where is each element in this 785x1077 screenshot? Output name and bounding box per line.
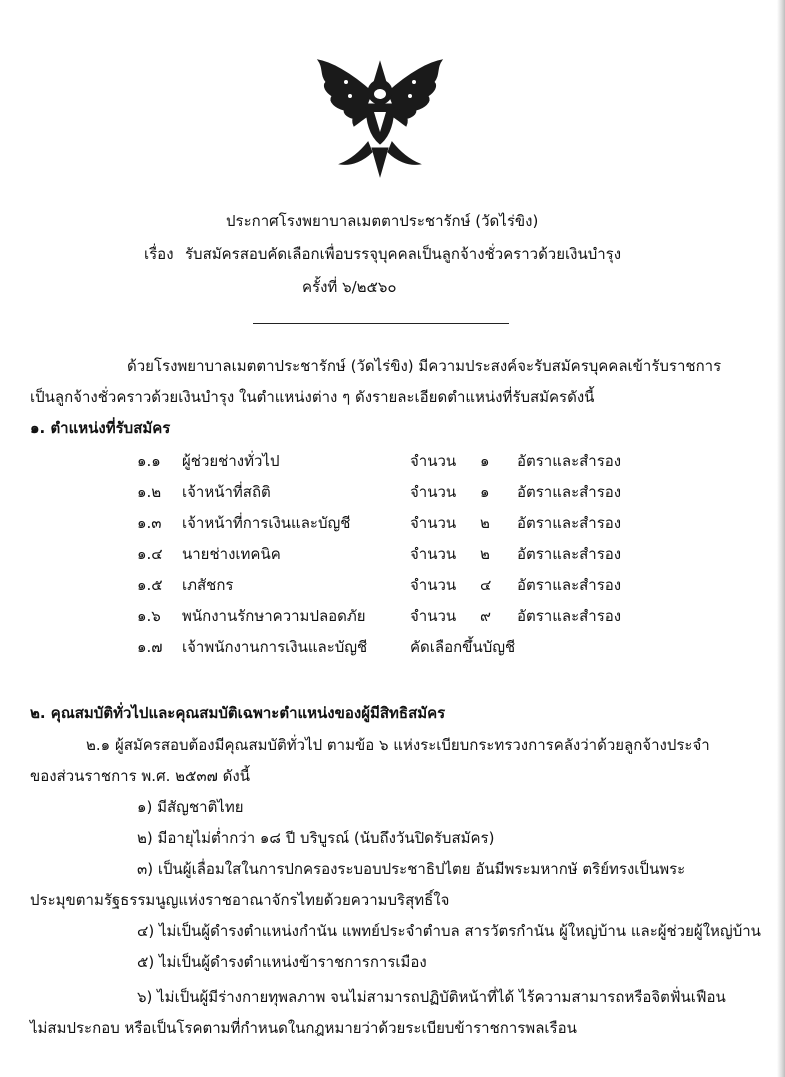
announcement-number: ครั้งที่ ๖/๒๕๖๐ — [302, 278, 397, 296]
intro-line-2: เป็นลูกจ้างชั่วคราวด้วยเงินบำรุง ในตำแหน่งต่าง ๆ ดังรายละเอียดตำแหน่งที่รับสมัครดังนี้ — [30, 388, 595, 406]
qualification-item: ๔) ไม่เป็นผู้ดำรงตำแหน่งกำนัน แพทย์ประจำตำบล สารวัตรกำนัน ผู้ใหญ่บ้าน และผู้ช่วยผู้ใหญ่บ้าน — [137, 922, 761, 940]
qualification-item: ๑) มีสัญชาติไทย — [137, 798, 244, 816]
subject-prefix: เรื่อง — [144, 245, 174, 263]
qualification-intro-line-1: ๒.๑ ผู้สมัครสอบต้องมีคุณสมบัติทั่วไป ตามข้อ ๖ แห่งระเบียบกระทรวงการคลังว่าด้วยลูกจ้างประจำ — [86, 736, 710, 754]
position-count-label: จำนวน — [410, 576, 457, 594]
position-unit: อัตราและสำรอง — [517, 452, 622, 470]
subject-text: รับสมัครสอบคัดเลือกเพื่อบรรจุบุคคลเป็นลูกจ้างชั่วคราวด้วยเงินบำรุง — [185, 245, 622, 263]
section-1-heading: ๑. ตำแหน่งที่รับสมัคร — [30, 419, 171, 437]
position-count-label: จำนวน — [410, 483, 457, 501]
page-edge-shadow — [777, 0, 785, 1077]
position-number: ๑.๕ — [137, 576, 163, 594]
garuda-emblem-icon — [310, 52, 450, 182]
position-title: ผู้ช่วยช่างทั่วไป — [182, 452, 280, 470]
qualification-intro-line-2: ของส่วนราชการ พ.ศ. ๒๕๓๗ ดังนี้ — [30, 767, 250, 785]
position-number: ๑.๖ — [137, 607, 161, 625]
position-count-label: จำนวน — [410, 514, 457, 532]
position-unit: อัตราและสำรอง — [517, 576, 622, 594]
position-count-label: คัดเลือกขึ้นบัญชี — [410, 638, 516, 656]
position-title: นายช่างเทคนิค — [182, 545, 281, 563]
position-title: เจ้าหน้าที่การเงินและบัญชี — [182, 514, 351, 532]
position-unit: อัตราและสำรอง — [517, 607, 622, 625]
position-count: ๑ — [480, 483, 490, 501]
position-count: ๔ — [480, 576, 492, 594]
announcement-title: ประกาศโรงพยาบาลเมตตาประชารักษ์ (วัดไร่ขิง) — [226, 212, 539, 230]
qualification-item: ๖) ไม่เป็นผู้มีร่างกายทุพลภาพ จนไม่สามารถปฏิบัติหน้าที่ได้ ไร้ความสามารถหรือจิตฟั่นเฟือน — [137, 988, 726, 1006]
position-number: ๑.๒ — [137, 483, 162, 501]
position-title: เจ้าพนักงานการเงินและบัญชี — [182, 638, 368, 656]
position-unit: อัตราและสำรอง — [517, 514, 622, 532]
position-unit: อัตราและสำรอง — [517, 545, 622, 563]
qualification-item-continuation: ประมุขตามรัฐธรรมนูญแห่งราชอาณาจักรไทยด้วยความบริสุทธิ์ใจ — [30, 891, 450, 909]
position-number: ๑.๗ — [137, 638, 163, 656]
position-unit: อัตราและสำรอง — [517, 483, 622, 501]
position-number: ๑.๑ — [137, 452, 161, 470]
position-title: เภสัชกร — [182, 576, 234, 594]
position-count: ๒ — [480, 514, 490, 532]
header-divider — [253, 323, 509, 324]
position-title: พนักงานรักษาความปลอดภัย — [182, 607, 366, 625]
position-count: ๒ — [480, 545, 490, 563]
position-count-label: จำนวน — [410, 452, 457, 470]
position-count-label: จำนวน — [410, 545, 457, 563]
position-count-label: จำนวน — [410, 607, 457, 625]
position-count: ๙ — [480, 607, 491, 625]
position-count: ๑ — [480, 452, 490, 470]
position-title: เจ้าหน้าที่สถิติ — [182, 483, 271, 501]
qualification-item: ๒) มีอายุไม่ต่ำกว่า ๑๘ ปี บริบูรณ์ (นับถึงวันปิดรับสมัคร) — [137, 829, 495, 847]
qualification-item: ๓) เป็นผู้เลื่อมใสในการปกครองระบอบประชาธิปไตย อันมีพระมหากษั ตริย์ทรงเป็นพระ — [137, 860, 686, 878]
position-number: ๑.๔ — [137, 545, 163, 563]
position-number: ๑.๓ — [137, 514, 162, 532]
intro-line-1: ด้วยโรงพยาบาลเมตตาประชารักษ์ (วัดไร่ขิง) มีความประสงค์จะรับสมัครบุคคลเข้ารับราชการ — [127, 357, 722, 375]
qualification-item: ๕) ไม่เป็นผู้ดำรงตำแหน่งข้าราชการการเมือง — [137, 953, 427, 971]
qualification-item-continuation: ไม่สมประกอบ หรือเป็นโรคตามที่กำหนดในกฎหมายว่าด้วยระเบียบข้าราชการพลเรือน — [30, 1019, 577, 1037]
section-2-heading: ๒. คุณสมบัติทั่วไปและคุณสมบัติเฉพาะตำแหน่งของผู้มีสิทธิสมัคร — [30, 704, 446, 722]
